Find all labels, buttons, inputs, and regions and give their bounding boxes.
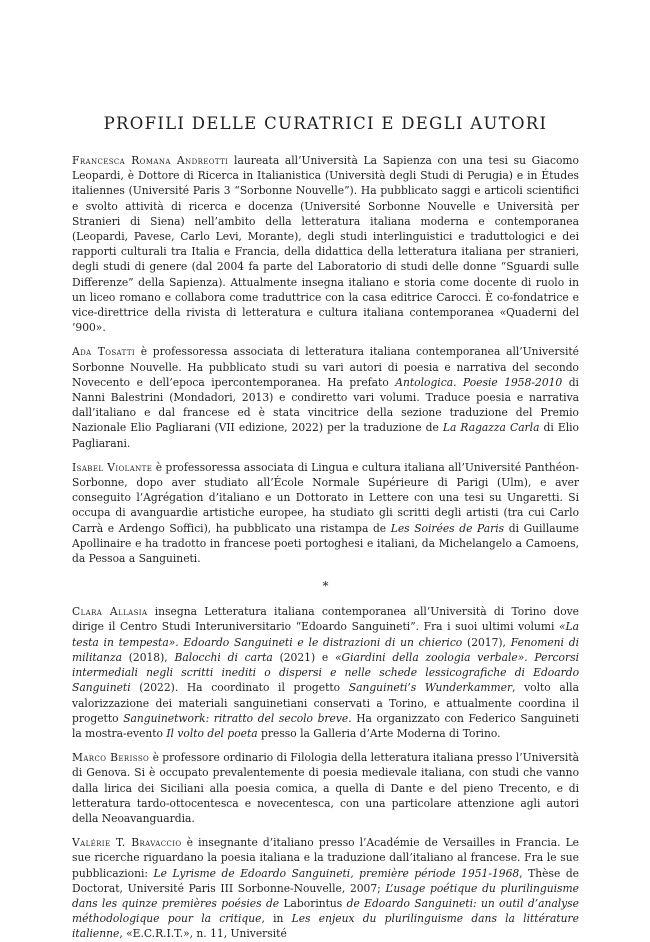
work-title: de Edoardo Sanguineti: un outil d’analyse méthodologique pour la critique: [72, 896, 579, 926]
bio-text-segment: è insegnante d’italiano presso l’Académie de Versailles in Francia. Le sue ricerche riguardano la poesia italiana e la traduzione dall’italiano al francese. Fra le sue pubblicazioni:: [72, 836, 580, 880]
bio-text-segment: (2021) e: [272, 650, 336, 664]
bio-text-segment: è professoressa associata di letteratura italiana contemporanea all’Université Sorbonne Nouvelle. Ha pubblicato studi su vari autori di poesia e narrativa del secondo Novecento e dell’epoca ipercontemporanea. Ha prefato: [72, 345, 579, 389]
bio-text-segment: di Nanni Balestrini (Mondadori, 2013) e condiretto vari volumi. Traduce poesia e narrativa dall’italiano e dal francese ed è stata vincitrice della sezione traduzione del Premio Nazionale Elio Pagliarani (VII edizione, 2022) per la traduzione de: [72, 375, 579, 435]
work-title: Sanguinetwork: ritratto del secolo breve: [123, 711, 349, 725]
work-title: La Ragazza Carla: [442, 421, 540, 435]
bio-text: [72, 154, 579, 334]
author-name: Marco Berisso: [72, 751, 150, 765]
work-title: Sanguineti’s Wunderkammer: [348, 681, 513, 695]
bio-paragraph: [72, 835, 579, 941]
bio-text-segment: . Ha organizzato con Federico Sanguineti la mostra-evento: [72, 711, 579, 740]
bio-text-segment: , Thèse de Doctorat, Université Paris III Sorbonne-Nouvelle, 2007;: [72, 866, 579, 895]
page: [72, 0, 579, 942]
bio-text-segment: presso la Galleria d’Arte Moderna di Torino.: [257, 726, 501, 740]
work-title: Le Lyrisme de Edoardo Sanguineti, première période 1951-1968: [153, 866, 520, 880]
work-title: Antologica. Poesie 1958-2010: [395, 375, 563, 389]
author-name: Ada Tosatti: [72, 345, 136, 359]
bio-text-segment: di Elio Pagliarani.: [72, 421, 579, 450]
work-title: L’usage poétique du plurilinguisme dans les quinze premières poésies de: [72, 881, 580, 910]
work-title: Fenomeni di militanza: [72, 635, 580, 664]
bio-text-segment: (2022). Ha coordinato il progetto: [130, 681, 349, 695]
bio-text: [72, 751, 579, 825]
bio-paragraph: [72, 153, 579, 335]
bio-text-segment: è professore ordinario di Filologia della letteratura italiana presso l’Università di Genova. Si è occupato prevalentemente di poesia medievale italiana, con studi che vanno dalla lirica dei Siciliani alla poesia comica, a quella di Dante e del pieno Trecento, e di letteratura tardo-ottocentesca e novecentesca, con una particolare attenzione agli autori della Neoavanguardia.: [72, 751, 579, 825]
work-title: «La testa in tempesta». Edoardo Sanguineti e le distrazioni di un chierico: [72, 620, 579, 649]
bio-paragraph: [72, 344, 579, 450]
work-title: Il volto del poeta: [166, 726, 258, 740]
bio-paragraph: [72, 460, 579, 566]
page-title: PROFILI DELLE CURATRICI E DEGLI AUTORI: [103, 114, 548, 133]
bio-text: [72, 461, 579, 565]
bio-paragraph: [72, 750, 579, 826]
work-title: Les enjeux du plurilinguisme dans la littérature italienne: [72, 912, 579, 941]
work-title: Les Soirées de Paris: [390, 521, 505, 535]
work-title: «Giardini della zoologia verbale». Percorsi intermediali negli scritti inediti o dispersi e nelle schede lessicografiche di Edoardo Sanguineti: [72, 650, 579, 695]
bio-paragraph: [72, 604, 579, 741]
bio-text: [72, 345, 579, 449]
bio-text-segment: di Guillaume Apollinaire e ha tradotto in francese poeti portoghesi e italiani, da Michelangelo a Camoens, da Pessoa a Sanguineti.: [72, 521, 579, 566]
bio-text-segment: Laborintus: [279, 896, 347, 910]
bio-text-segment: insegna Letteratura italiana contemporanea all’Università di Torino dove dirige il Centro Studi Interuniversitario “Edoardo Sanguineti”. Fra i suoi ultimi volumi: [72, 605, 580, 634]
bio-text: [72, 836, 579, 940]
author-name: Clara Allasia: [72, 605, 148, 619]
bio-text-segment: (2018),: [121, 650, 175, 664]
author-name: Francesca Romana Andreotti: [72, 154, 229, 167]
bio-text-segment: (2017),: [462, 635, 511, 649]
work-title: Balocchi di carta: [174, 650, 273, 664]
bio-text-segment: , volto alla valorizzazione dei materiali sanguinetiani conservati a Torino, e attualmente coordina il progetto: [72, 681, 579, 725]
bio-text-segment: , in: [261, 912, 292, 926]
bio-text: [72, 605, 579, 740]
author-name: Isabel Violante: [72, 460, 153, 474]
bio-text-segment: è professoressa associata di Lingua e cultura italiana all’Université Panthéon-Sorbonne, dopo aver studiato all’École Normale Supérieure di Parigi (Ulm), e aver conseguito l’Agrégation d’italiano e un Dottorato in Lettere con una tesi su Ungaretti. Si occupa di avanguardie artistiche europee, ha studiato gli scritti degli artisti (tra cui Carlo Carrà e Ardengo Soffici), ha pubblicato una ristampa de: [72, 460, 579, 535]
bio-text-segment: laureata all’Università La Sapienza con una tesi su Giacomo Leopardi, è Dottore di Ricerca in Italianistica (Università degli Studi di Perugia) e in Études italiennes (Université Paris 3 “Sorbonne Nouvelle”). Ha pubblicato saggi e articoli scientifici e svolto attività di ricerca e docenza (Université Sorbonne Nouvelle e Università per Stranieri di Siena) nell’ambito della letteratura italiana moderna e contemporanea (Leopardi, Pavese, Carlo Levi, Morante), degli studi interlinguistici e traduttologici e dei rapporti culturali tra Italia e Francia, della didattica della letteratura italiana per stranieri, degli studi di genere (dal 2004 fa parte del Laboratorio di studi delle donne “Sguardi sulle Differenze” della Sapienza). Attualmente insegna italiano e storia come docente di ruolo in un liceo romano e collabora come traduttrice con la casa editrice Carocci. È co-fondatrice e vice-direttrice della rivista di letteratura e cultura italiana contemporanea «Quaderni del ’900».: [72, 154, 579, 335]
author-name: Valérie T. Bravaccio: [72, 836, 182, 850]
section-separator: *: [322, 579, 329, 594]
bio-text-segment: , «E.C.R.I.T.», n. 11, Université: [119, 927, 287, 941]
